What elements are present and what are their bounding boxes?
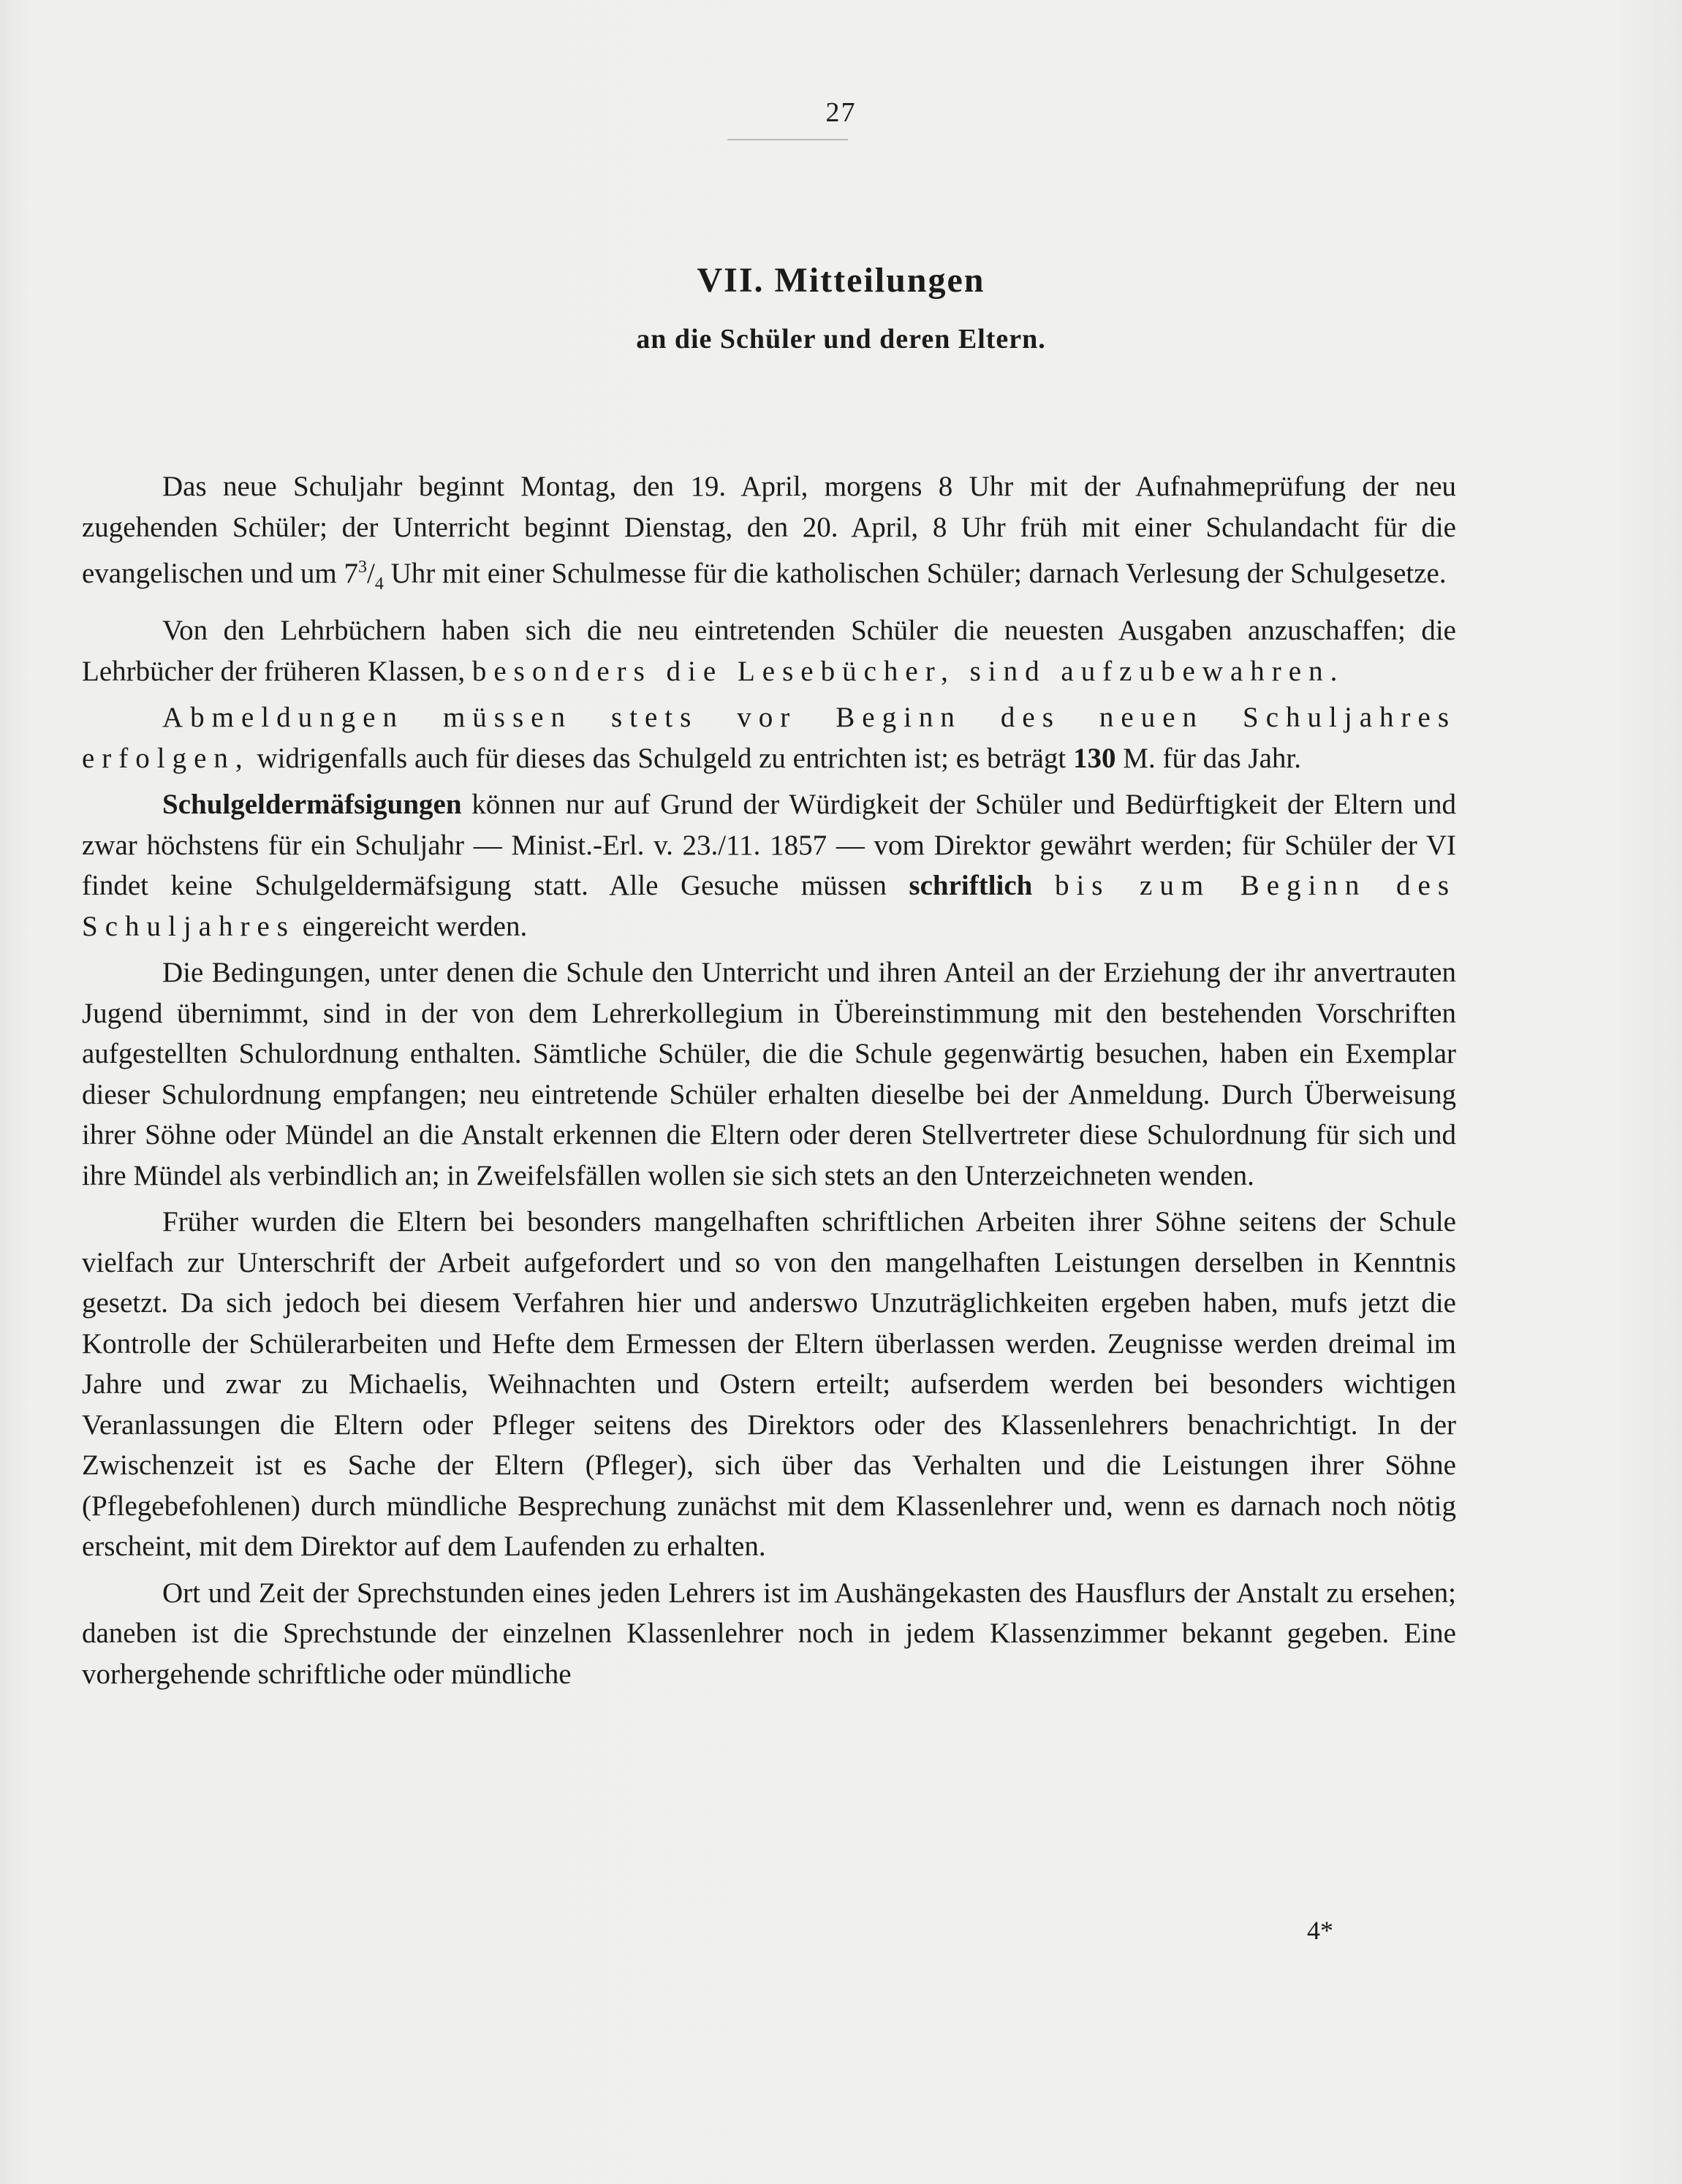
text-segment: 130 bbox=[1073, 742, 1116, 774]
text-segment bbox=[1032, 870, 1055, 901]
chapter-subtitle: an die Schüler und deren Eltern. bbox=[636, 324, 1046, 354]
paragraph bbox=[82, 466, 1456, 604]
body-text bbox=[82, 466, 1456, 1694]
text-segment: Die Bedingungen, unter denen die Schule den Unterricht und ihren Anteil an der Erziehung der ihr anvertrauten Jugend übernimmt, sind in der von dem Lehrerkollegium in Übereinstimmung mit den bestehenden Vorschriften aufgestellten Schulordnung enthalten. Sämtliche Schüler, die die Schule gegenwärtig besuchen, haben ein Exemplar dieser Schulordnung empfangen; neu eintretende Schüler erhalten dieselbe bei der Anmeldung. Durch Überweisung ihrer Söhne oder Mündel an die Anstalt erkennen die Eltern oder deren Stellvertreter diese Schulordnung für sich und ihre Mündel als verbindlich an; in Zweifelsfällen wollen sie sich stets an den Unterzeichneten wenden. bbox=[82, 957, 1456, 1191]
text-segment: eingereicht werden. bbox=[295, 910, 528, 942]
text-segment: widrigenfalls auch für dieses das Schulgeld zu entrichten ist; es beträgt bbox=[249, 742, 1074, 774]
text-segment: / bbox=[366, 558, 375, 589]
paragraph bbox=[82, 1573, 1456, 1695]
chapter-title: VII. Mitteilungen bbox=[697, 261, 985, 300]
text-segment: Schulgeldermäfsigungen bbox=[162, 789, 462, 821]
paragraph bbox=[82, 610, 1456, 691]
text-segment: M. für das Jahr. bbox=[1115, 742, 1301, 774]
text-segment: Abmeldungen müssen stets vor Beginn des neuen Schuljahres erfolgen, bbox=[82, 702, 1456, 774]
text-segment: Von den Lehrbüchern haben sich die neu eintretenden Schüler die neuesten Ausgaben anzuschaffen; die Lehrbücher der früheren Klassen, bbox=[82, 615, 1456, 687]
page-number-rule bbox=[727, 139, 848, 140]
text-segment: 3 bbox=[357, 558, 367, 577]
text-segment: können nur auf Grund der Würdigkeit der Schüler und Bedürftigkeit der Eltern und zwar höchstens für ein Schuljahr — Minist.-Erl. v. 23./11. 1857 — vom Direktor gewährt werden; für Schüler der VI findet keine Schulgeldermäfsigung statt. Alle Gesuche müssen bbox=[82, 789, 1456, 902]
text-segment: Früher wurden die Eltern bei besonders mangelhaften schriftlichen Arbeiten ihrer Söhne seitens der Schule vielfach zur Unterschrift der Arbeit aufgefordert und so von den mangelhaften Leistungen derselben in Kenntnis gesetzt. Da sich jedoch bei diesem Verfahren hier und anderswo Unzuträglichkeiten ergeben haben, mufs jetzt die Kontrolle der Schülerarbeiten und Hefte dem Ermessen der Eltern überlassen werden. Zeugnisse werden dreimal im Jahre und zwar zu Michaelis, Weihnachten und Ostern erteilt; aufserdem werden bei besonders wichtigen Veranlassungen die Eltern oder Pfleger seitens des Direktors oder des Klassenlehrers benachrichtigt. In der Zwischenzeit ist es Sache der Eltern (Pfleger), sich über das Verhalten und die Leistungen ihrer Söhne (Pflegebefohlenen) durch mündliche Besprechung zunächst mit dem Klassenlehrer und, wenn es darnach noch nötig erscheint, mit dem Direktor auf dem Laufenden zu erhalten. bbox=[82, 1206, 1456, 1563]
paragraph bbox=[82, 952, 1456, 1196]
text-segment: schriftlich bbox=[909, 870, 1033, 902]
paragraph bbox=[82, 697, 1456, 778]
paragraph bbox=[82, 784, 1456, 947]
page-number: 27 bbox=[825, 97, 857, 128]
text-segment: bis zum Beginn des Schuljahres bbox=[82, 870, 1456, 942]
text-segment: besonders die Lesebücher, sind aufzubewahren. bbox=[471, 655, 1345, 687]
text-segment: Uhr mit einer Schulmesse für die katholischen Schüler; darnach Verlesung der Schulgesetze. bbox=[383, 558, 1447, 589]
text-segment: Das neue Schuljahr beginnt Montag, den 19. April, morgens 8 Uhr mit der Aufnahmeprüfung der neu zugehenden Schüler; der Unterricht beginnt Dienstag, den 20. April, 8 Uhr früh mit einer Schulandacht für die evangelischen und um 7 bbox=[82, 471, 1456, 589]
text-segment: 4 bbox=[374, 574, 384, 594]
text-segment: Ort und Zeit der Sprechstunden eines jeden Lehrers ist im Aushängekasten des Hausflurs der Anstalt zu ersehen; daneben ist die Sprechstunde der einzelnen Klassenlehrer noch in jedem Klassenzimmer bekannt gegeben. Eine vorhergehende schriftliche oder mündliche bbox=[82, 1577, 1456, 1690]
signature-mark: 4* bbox=[1307, 1916, 1333, 1945]
paragraph bbox=[82, 1202, 1456, 1567]
